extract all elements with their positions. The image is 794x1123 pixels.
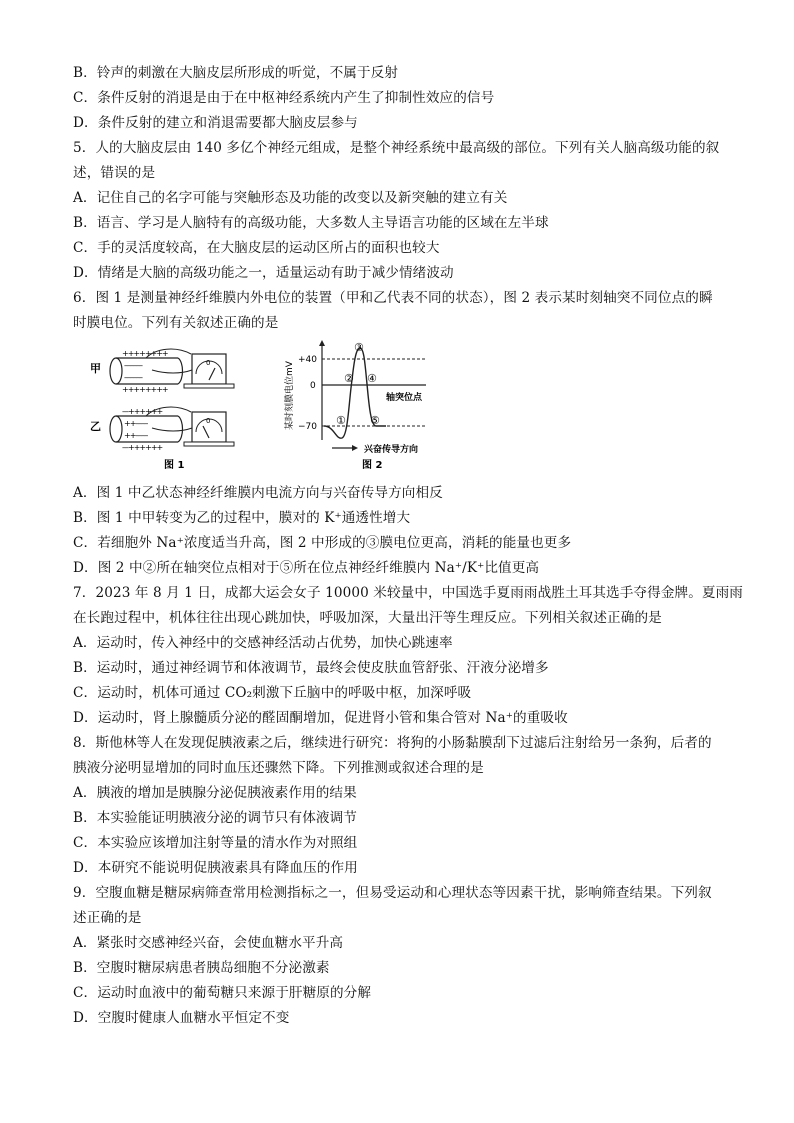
fig2-ylabel: 某时刻膜电位mV: [285, 361, 295, 430]
q9-option-a: A．紧张时交感神经兴奋，会使血糖水平升高: [73, 935, 344, 951]
svg-text:++––––: ++––––: [124, 431, 148, 440]
q8-option-a: A．胰液的增加是胰腺分泌促胰液素作用的结果: [73, 785, 357, 801]
q6-figure: [86, 340, 446, 475]
axon-position-label: 轴突位点: [386, 393, 423, 403]
svg-text:0: 0: [206, 359, 211, 367]
q7-option-c: C．运动时，机体可通过 CO₂刺激下丘脑中的呼吸中枢，加深呼吸: [73, 685, 472, 701]
ytick-minus70: −70: [298, 422, 317, 432]
q5-option-c: C．手的灵活度较高，在大脑皮层的运动区所占的面积也较大: [73, 240, 440, 256]
q6-option-b: B．图 1 中甲转变为乙的过程中，膜对的 K⁺通透性增大: [73, 510, 411, 526]
q7-stem-line1: 7．2023 年 8 月 1 日，成都大运会女子 10000 米较量中，中国选手夏雨雨战胜土耳其选手夺得金牌。夏雨雨: [73, 585, 743, 601]
q6-option-c: C．若细胞外 Na⁺浓度适当升高，图 2 中形成的③膜电位更高，消耗的能量也更多: [73, 535, 572, 551]
q5-stem-line1: 5．人的大脑皮层由 140 多亿个神经元组成，是整个神经系统中最高级的部位。下列有关人脑高级功能的叙: [73, 140, 720, 156]
q4-option-d: D．条件反射的建立和消退需要都大脑皮层参与: [73, 115, 358, 131]
svg-text:++++++++: ++++++++: [122, 385, 168, 394]
svg-text:––––––: ––––––: [124, 361, 142, 370]
q5-option-d: D．情绪是大脑的高级功能之一，适量运动有助于减少情绪波动: [73, 265, 454, 281]
ytick-0: 0: [310, 381, 316, 391]
q5-stem-line2: 述，错误的是: [73, 165, 156, 181]
fig1-caption: 图 1: [164, 460, 185, 471]
direction-label: 兴奋传导方向: [364, 445, 419, 455]
q6-stem-line2: 时膜电位。下列有关叙述正确的是: [73, 315, 279, 331]
state-jia-label: 甲: [90, 362, 101, 375]
state-yi-label: 乙: [90, 420, 101, 433]
q8-stem-line2: 胰液分泌明显增加的同时血压还骤然下降。下列推测或叙述合理的是: [73, 760, 484, 776]
point-2: ②: [344, 372, 354, 385]
fiber-jia: [110, 349, 192, 394]
point-3: ③: [354, 341, 364, 354]
q9-option-d: D．空腹时健康人血糖水平恒定不变: [73, 1010, 290, 1026]
q7-stem-line2: 在长跑过程中，机体往往出现心跳加快，呼吸加深，大量出汗等生理反应。下列相关叙述正确的是: [73, 610, 662, 626]
meter-yi: [184, 412, 234, 446]
ytick-plus40: +40: [298, 355, 317, 365]
q7-option-d: D．运动时，肾上腺髓质分泌的醛固酮增加，促进肾小管和集合管对 Na⁺的重吸收: [73, 710, 568, 726]
q8-option-b: B．本实验能证明胰液分泌的调节只有体液调节: [73, 810, 357, 826]
q5-option-b: B．语言、学习是人脑特有的高级功能，大多数人主导语言功能的区域在左半球: [73, 215, 549, 231]
q7-option-b: B．运动时，通过神经调节和体液调节，最终会使皮肤血管舒张、汗液分泌增多: [73, 660, 549, 676]
svg-text:0: 0: [206, 417, 211, 425]
q5-option-a: A．记住自己的名字可能与突触形态及功能的改变以及新突触的建立有关: [73, 190, 508, 206]
q9-stem-line1: 9．空腹血糖是糖尿病筛查常用检测指标之一，但易受运动和心理状态等因素干扰，影响筛查结果。下列叙: [73, 885, 712, 901]
svg-text:++++++++: ++++++++: [122, 349, 168, 358]
fig2-caption: 图 2: [362, 460, 383, 471]
q6-option-a: A．图 1 中乙状态神经纤维膜内电流方向与兴奋传导方向相反: [73, 485, 443, 501]
q9-stem-line2: 述正确的是: [73, 910, 142, 926]
svg-text:++––––: ++––––: [124, 419, 148, 428]
q8-option-d: D．本研究不能说明促胰液素具有降血压的作用: [73, 860, 358, 876]
q9-option-c: C．运动时血液中的葡萄糖只来源于肝糖原的分解: [73, 985, 372, 1001]
point-1: ①: [336, 414, 346, 427]
q6-stem-line1: 6．图 1 是测量神经纤维膜内外电位的装置（甲和乙代表不同的状态），图 2 表示某时刻轴突不同位点的瞬: [73, 290, 713, 306]
q6-figure-svg: [86, 340, 446, 475]
q7-option-a: A．运动时，传入神经中的交感神经活动占优势，加快心跳速率: [73, 635, 453, 651]
point-4: ④: [367, 372, 377, 385]
fiber-yi: [110, 407, 192, 452]
q4-option-c: C．条件反射的消退是由于在中枢神经系统内产生了抑制性效应的信号: [73, 90, 495, 106]
meter-jia: [184, 354, 234, 388]
svg-text:––++++++: ––++++++: [122, 443, 163, 452]
q8-option-c: C．本实验应该增加注射等量的清水作为对照组: [73, 835, 358, 851]
q9-option-b: B．空腹时糖尿病患者胰岛细胞不分泌激素: [73, 960, 330, 976]
q6-option-d: D．图 2 中②所在轴突位点相对于⑤所在位点神经纤维膜内 Na⁺/K⁺比值更高: [73, 560, 540, 576]
svg-text:––––––: ––––––: [124, 373, 142, 382]
q4-option-b: B．铃声的刺激在大脑皮层所形成的听觉，不属于反射: [73, 65, 399, 81]
point-5: ⑤: [370, 414, 380, 427]
svg-text:––++++++: ––++++++: [122, 407, 163, 416]
q8-stem-line1: 8．斯他林等人在发现促胰液素之后，继续进行研究：将狗的小肠黏膜刮下过滤后注射给另一条狗，后者的: [73, 735, 712, 751]
